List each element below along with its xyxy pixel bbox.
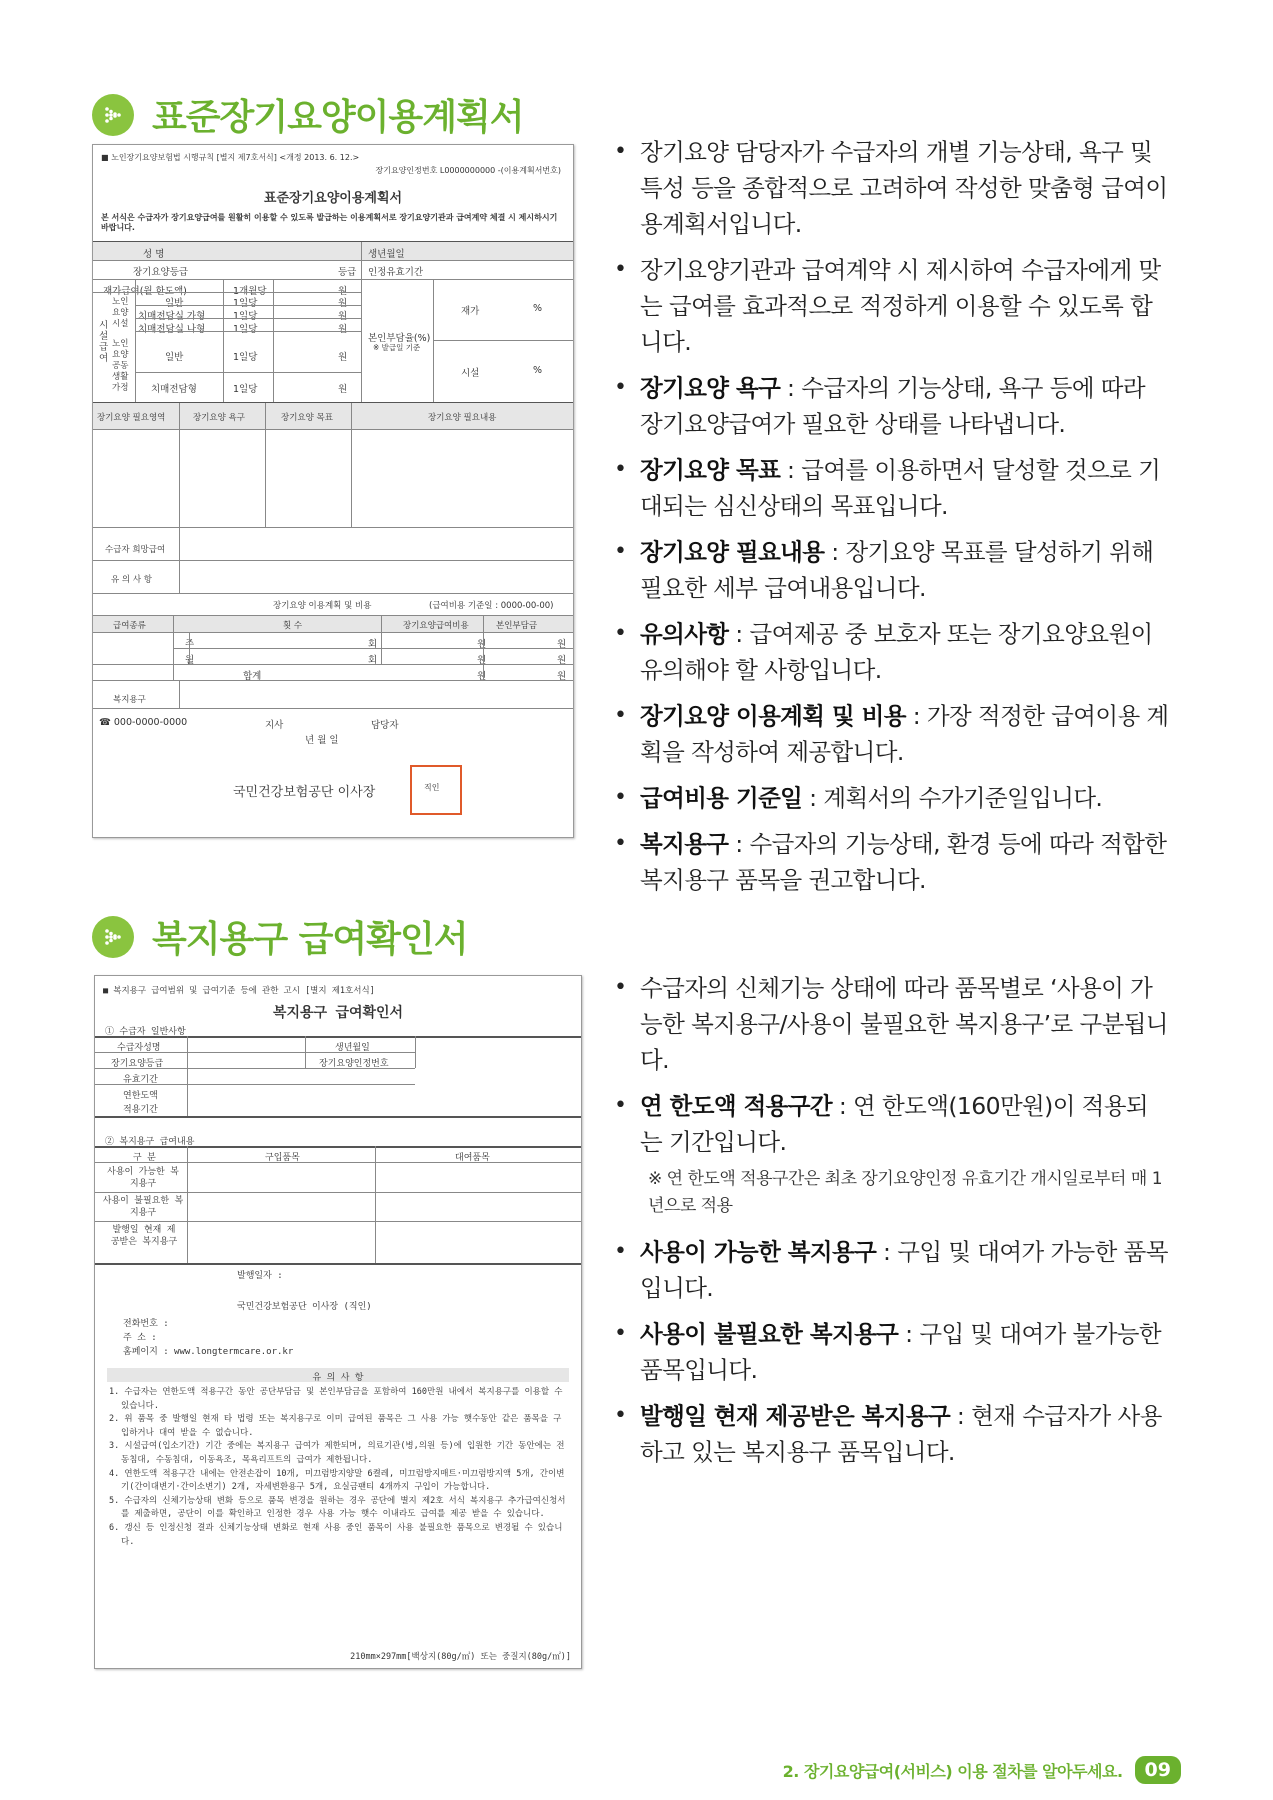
bullet-item	[610, 1088, 1170, 1160]
bullet-text: : 구입 및 대여가 불가능한 품목입니다.	[640, 1320, 1161, 1384]
bullet-text: : 구입 및 대여가 가능한 품목입니다.	[640, 1238, 1168, 1302]
bullet-dot-icon: •	[614, 1321, 627, 1346]
caution-item: 5. 수급자의 신체기능상태 변화 등으로 품목 변경을 원하는 경우 공단에 별지 제2호 서식 복지용구 추가급여신청서를 제출하면, 공단이 이를 확인하고 인정한 경우 사용 가능 햇수 이내라도 급여를 제공 받을 수 있습니다.	[109, 1495, 566, 1520]
bullet-dot-icon: •	[614, 257, 627, 282]
form-col-goal: 장기요양 목표	[281, 413, 333, 423]
bullet-term: 장기요양 목표	[640, 456, 781, 484]
form-cost-date: (급여비용 기준일 : 0000-00-00)	[429, 601, 554, 611]
form2-validity: 유효기간	[123, 1075, 158, 1085]
bullet-dot-icon: •	[614, 139, 627, 164]
form2-law-ref: ■ 복지용구 급여범위 및 급여기준 등에 관한 고시 [별지 제1호서식]	[103, 986, 375, 996]
bullet-term: 사용이 불필요한 복지용구	[640, 1320, 899, 1348]
form-won: 원	[338, 311, 348, 322]
section-header-plan	[92, 89, 524, 140]
form-plan-cost: 장기요양 이용계획 및 비용	[273, 601, 372, 611]
caution-item: 3. 시설급여(입소기간) 기간 중에는 복지용구 급여가 제한되며, 의료기관(병,의원 등)에 입원한 기간 동안에는 전동침대, 수동침대, 이동욕조, 목욕리프트의 급여가 제한됩니다.	[109, 1441, 565, 1465]
form-birth-label: 생년월일	[368, 249, 405, 260]
section-title: 표준장기요양이용계획서	[152, 97, 524, 138]
form2-usable: 사용이 가능한 복지용구	[107, 1167, 179, 1189]
bullet-text: : 수급자의 기능상태, 환경 등에 따라 적합한 복지용구 품목을 권고합니다.	[640, 830, 1167, 894]
form-per-day: 1일당	[233, 324, 258, 335]
form2-division: 구 분	[133, 1153, 156, 1163]
page-number: 09	[1135, 1756, 1181, 1784]
bullet-text: : 현재 수급자가 사용하고 있는 복지용구 품목입니다.	[640, 1402, 1162, 1466]
form2-caution-title: 유 의 사 항	[312, 1373, 364, 1383]
form-won: 원	[338, 352, 348, 363]
bullet-item	[610, 452, 1170, 524]
form-col-needs: 장기요양 욕구	[193, 413, 245, 423]
form-won: 원	[338, 324, 348, 335]
form-dementia-type: 치매전담형	[151, 384, 197, 395]
bullet-term: 연 한도액 적용구간	[640, 1092, 832, 1120]
form-caution: 유 의 사 항	[111, 575, 152, 585]
bullet-dot-icon: •	[614, 539, 627, 564]
bullet-dot-icon: •	[614, 1403, 627, 1428]
form-benefit-type: 급여종류	[113, 621, 146, 631]
form-issuer: 국민건강보험공단 이사장	[233, 785, 376, 800]
bullet-dot-icon: •	[614, 703, 627, 728]
form2-provided: 발행일 현재 제공받은 복지용구	[110, 1225, 178, 1247]
arrow-badge-icon	[92, 916, 134, 958]
form-phone: ☎ 000-0000-0000	[99, 717, 188, 728]
form-per-day: 1일당	[233, 384, 258, 395]
form-percent: %	[533, 365, 543, 376]
bullet-item	[610, 370, 1170, 442]
form2-cert-no: 장기요양인정번호	[319, 1059, 389, 1069]
welfare-bullet-list	[610, 970, 1170, 1480]
bullet-item	[610, 134, 1170, 242]
bullet-term: 장기요양 욕구	[640, 374, 781, 402]
bullet-text: : 계획서의 수가기준일입니다.	[802, 784, 1103, 812]
form-home-care: 재가급여(월 한도액)	[103, 286, 187, 297]
bullet-text: : 가장 적정한 급여이용 계획을 작성하여 제공합니다.	[640, 702, 1169, 766]
caution-item: 1. 수급자는 연한도액 적용구간 동안 공단부담금 및 본인부담금을 포함하여 160만원 내에서 복지용구를 이용할 수 있습니다.	[109, 1387, 563, 1411]
arrow-badge-icon	[92, 94, 134, 136]
plan-form-image	[92, 144, 574, 838]
form-won: 원	[477, 671, 487, 682]
form-won: 원	[557, 639, 567, 650]
form-date: 년 월 일	[305, 735, 339, 746]
bullet-dot-icon: •	[614, 375, 627, 400]
bullet-item	[610, 826, 1170, 898]
plan-bullet-list	[610, 134, 1170, 908]
bullet-text: : 급여제공 중 보호자 또는 장기요양요원이 유의해야 할 사항입니다.	[640, 620, 1153, 684]
bullet-item	[610, 534, 1170, 606]
form-won: 원	[338, 298, 348, 309]
form2-limit: 연한도액	[123, 1091, 158, 1101]
form-month: 월	[185, 655, 195, 666]
form-welfare: 복지용구	[113, 695, 146, 705]
form2-issue-date: 발행일자 :	[237, 1271, 283, 1281]
bullet-dot-icon: •	[614, 1093, 627, 1118]
form-elderly-care: 노인요양시설	[112, 297, 129, 329]
caution-item: 4. 연한도액 적용구간 내에는 안전손잡이 10개, 미끄럼방지양말 6켤레, 미끄럼방지매트·미끄럼방지액 5개, 간이변기(간이대변기·간이소변기) 2개, 자세변환용구 5개, 요실금팬티 4개까지 구입이 가능합니다.	[109, 1468, 565, 1493]
bullet-item	[610, 616, 1170, 688]
caution-item: 6. 갱신 등 인정신청 결과 신체기능상태 변화로 현재 사용 중인 품목이 사용 불필요한 품목으로 변경될 수 있습니다.	[109, 1522, 563, 1547]
form2-purchase: 구입품목	[265, 1153, 300, 1163]
form2-unneeded: 사용이 불필요한 복지용구	[102, 1196, 184, 1218]
form-manager: 담당자	[371, 720, 399, 731]
form-won: 원	[338, 384, 348, 395]
form2-address: 주 소 :	[123, 1333, 157, 1343]
form-grade-label: 장기요양등급	[133, 267, 189, 278]
form-per-day: 1일당	[233, 352, 258, 363]
form2-period: 적용기간	[123, 1105, 158, 1115]
form-won: 원	[477, 639, 487, 650]
bullet-item	[610, 970, 1170, 1078]
form-total: 합계	[243, 671, 262, 682]
bullet-text: 수급자의 신체기능 상태에 따라 품목별로 ‘사용이 가능한 복지용구/사용이 불필요한 복지용구’로 구분됩니다.	[640, 974, 1168, 1074]
bullet-dot-icon: •	[614, 831, 627, 856]
form-facility: 시설급여	[99, 320, 109, 364]
bullet-text: : 연 한도액(160만원)이 적용되는 기간입니다.	[640, 1092, 1148, 1156]
bullet-dot-icon: •	[614, 621, 627, 646]
bullet-item	[610, 698, 1170, 770]
form-won: 원	[338, 286, 348, 297]
bullet-term: 장기요양 이용계획 및 비용	[640, 702, 906, 730]
bullet-text: : 급여를 이용하면서 달성할 것으로 기대되는 심신상태의 목표입니다.	[640, 456, 1161, 520]
form-col-area: 장기요양 필요영역	[97, 413, 166, 423]
form-copay: 본인부담율(%)	[368, 333, 431, 344]
bullet-term: 유의사항	[640, 620, 729, 648]
bullet-dot-icon: •	[614, 975, 627, 1000]
welfare-form-image	[94, 975, 582, 1669]
form-cert-no: 장기요양인정번호 L0000000000 -(이용계획서번호)	[375, 166, 561, 175]
bullet-item	[610, 252, 1170, 360]
form-times: 회	[368, 655, 378, 666]
bullet-dot-icon: •	[614, 785, 627, 810]
form-self-pay: 본인부담금	[496, 621, 538, 631]
bullet-term: 장기요양 필요내용	[640, 538, 825, 566]
form-wish: 수급자 희망급여	[105, 545, 166, 555]
form-dementia-b: 치매전담실 나형	[138, 324, 206, 335]
section-header-welfare	[92, 911, 468, 962]
form-week: 주	[185, 639, 195, 650]
form2-paper: 210mm×297mm[백상지(80g/㎡) 또는 중질지(80g/㎡)]	[350, 1652, 571, 1662]
form-general: 일반	[165, 352, 184, 363]
form2-part2: ② 복지용구 급여내용	[105, 1137, 195, 1147]
form-group-home: 노인요양공동생활가정	[112, 339, 129, 393]
form-won: 원	[557, 655, 567, 666]
bullet-item	[610, 780, 1170, 816]
form-times: 회	[368, 639, 378, 650]
form-count: 횟 수	[283, 621, 303, 631]
bullet-item	[610, 1234, 1170, 1306]
section-title: 복지용구 급여확인서	[152, 919, 468, 960]
bullet-term: 급여비용 기준일	[640, 784, 803, 812]
form2-title: 복지용구 급여확인서	[272, 1005, 404, 1021]
form-copay-note: ※ 발급일 기준	[373, 343, 421, 352]
form-won: 원	[477, 655, 487, 666]
bullet-text: : 수급자의 기능상태, 욕구 등에 따라 장기요양급여가 필요한 상태를 나타냅니다.	[640, 374, 1146, 438]
form2-homepage: 홈페이지 : www.longtermcare.or.kr	[123, 1347, 294, 1357]
form2-grade: 장기요양등급	[111, 1059, 164, 1069]
bullet-note: ※ 연 한도액 적용구간은 최초 장기요양인정 유효기간 개시일로부터 매 1년으로 적용	[648, 1169, 1163, 1216]
form-per-day: 1일당	[233, 311, 258, 322]
bullet-text: 장기요양 담당자가 수급자의 개별 기능상태, 욕구 및 특성 등을 종합적으로 고려하여 작성한 맞춤형 급여이용계획서입니다.	[640, 138, 1168, 238]
form-intro: 본 서식은 수급자가 장기요양급여를 원활히 이용할 수 있도록 발급하는 이용계획서로 장기요양기관과 급여계약 체결 시 제시하시기 바랍니다.	[101, 213, 558, 232]
bullet-dot-icon: •	[614, 457, 627, 482]
bullet-dot-icon: •	[614, 1239, 627, 1264]
form-law-ref: ■ 노인장기요양보험법 시행규칙 [별지 제7호서식] <개정 2013. 6. 12.>	[101, 153, 360, 162]
form2-part1: ① 수급자 일반사항	[105, 1027, 186, 1037]
form-col-content: 장기요양 필요내용	[428, 413, 497, 423]
bullet-term: 발행일 현재 제공받은 복지용구	[640, 1402, 951, 1430]
form-cost: 장기요양급여비용	[403, 621, 469, 631]
form-validity-label: 인정유효기간	[368, 267, 424, 278]
bullet-item	[610, 1398, 1170, 1470]
form2-caution-list	[109, 1386, 569, 1549]
form-home: 재가	[461, 306, 480, 317]
page-footer	[783, 1756, 1181, 1784]
bullet-term: 복지용구	[640, 830, 729, 858]
form2-birth: 생년월일	[335, 1043, 370, 1053]
bullet-text: 장기요양기관과 급여계약 시 제시하여 수급자에게 맞는 급여를 효과적으로 적정하게 이용할 수 있도록 합니다.	[640, 256, 1161, 356]
bullet-item	[610, 1316, 1170, 1388]
form-one-month: 1개월당	[233, 286, 267, 297]
form-seal: 직인	[424, 783, 440, 792]
form2-issuer: 국민건강보험공단 이사장 (직인)	[237, 1302, 372, 1312]
form-per-day: 1일당	[233, 298, 258, 309]
form-branch: 지사	[265, 720, 284, 731]
form-general: 일반	[165, 298, 184, 309]
form-won: 원	[557, 671, 567, 682]
form-name-label: 성 명	[143, 249, 165, 260]
footer-text: 2. 장기요양급여(서비스) 이용 절차를 알아두세요.	[782, 1761, 1123, 1781]
form-grade-unit: 등급	[338, 267, 357, 278]
form-fac: 시설	[461, 368, 480, 379]
form-title: 표준장기요양이용계획서	[263, 191, 403, 206]
form-dementia-a: 치매전담실 가형	[138, 311, 206, 322]
bullet-text: : 장기요양 목표를 달성하기 위해 필요한 세부 급여내용입니다.	[640, 538, 1154, 602]
form-percent: %	[533, 303, 543, 314]
form2-rental: 대여품목	[455, 1153, 490, 1163]
bullet-term: 사용이 가능한 복지용구	[640, 1238, 877, 1266]
form2-name: 수급자성명	[117, 1043, 161, 1053]
form2-phone: 전화번호 :	[123, 1319, 169, 1329]
caution-item: 2. 위 품목 중 발행일 현재 타 법령 또는 복지용구로 이미 급여된 품목은 그 사용 가능 햇수동안 같은 품목을 구입하거나 대여 받을 수 없습니다.	[109, 1414, 562, 1438]
